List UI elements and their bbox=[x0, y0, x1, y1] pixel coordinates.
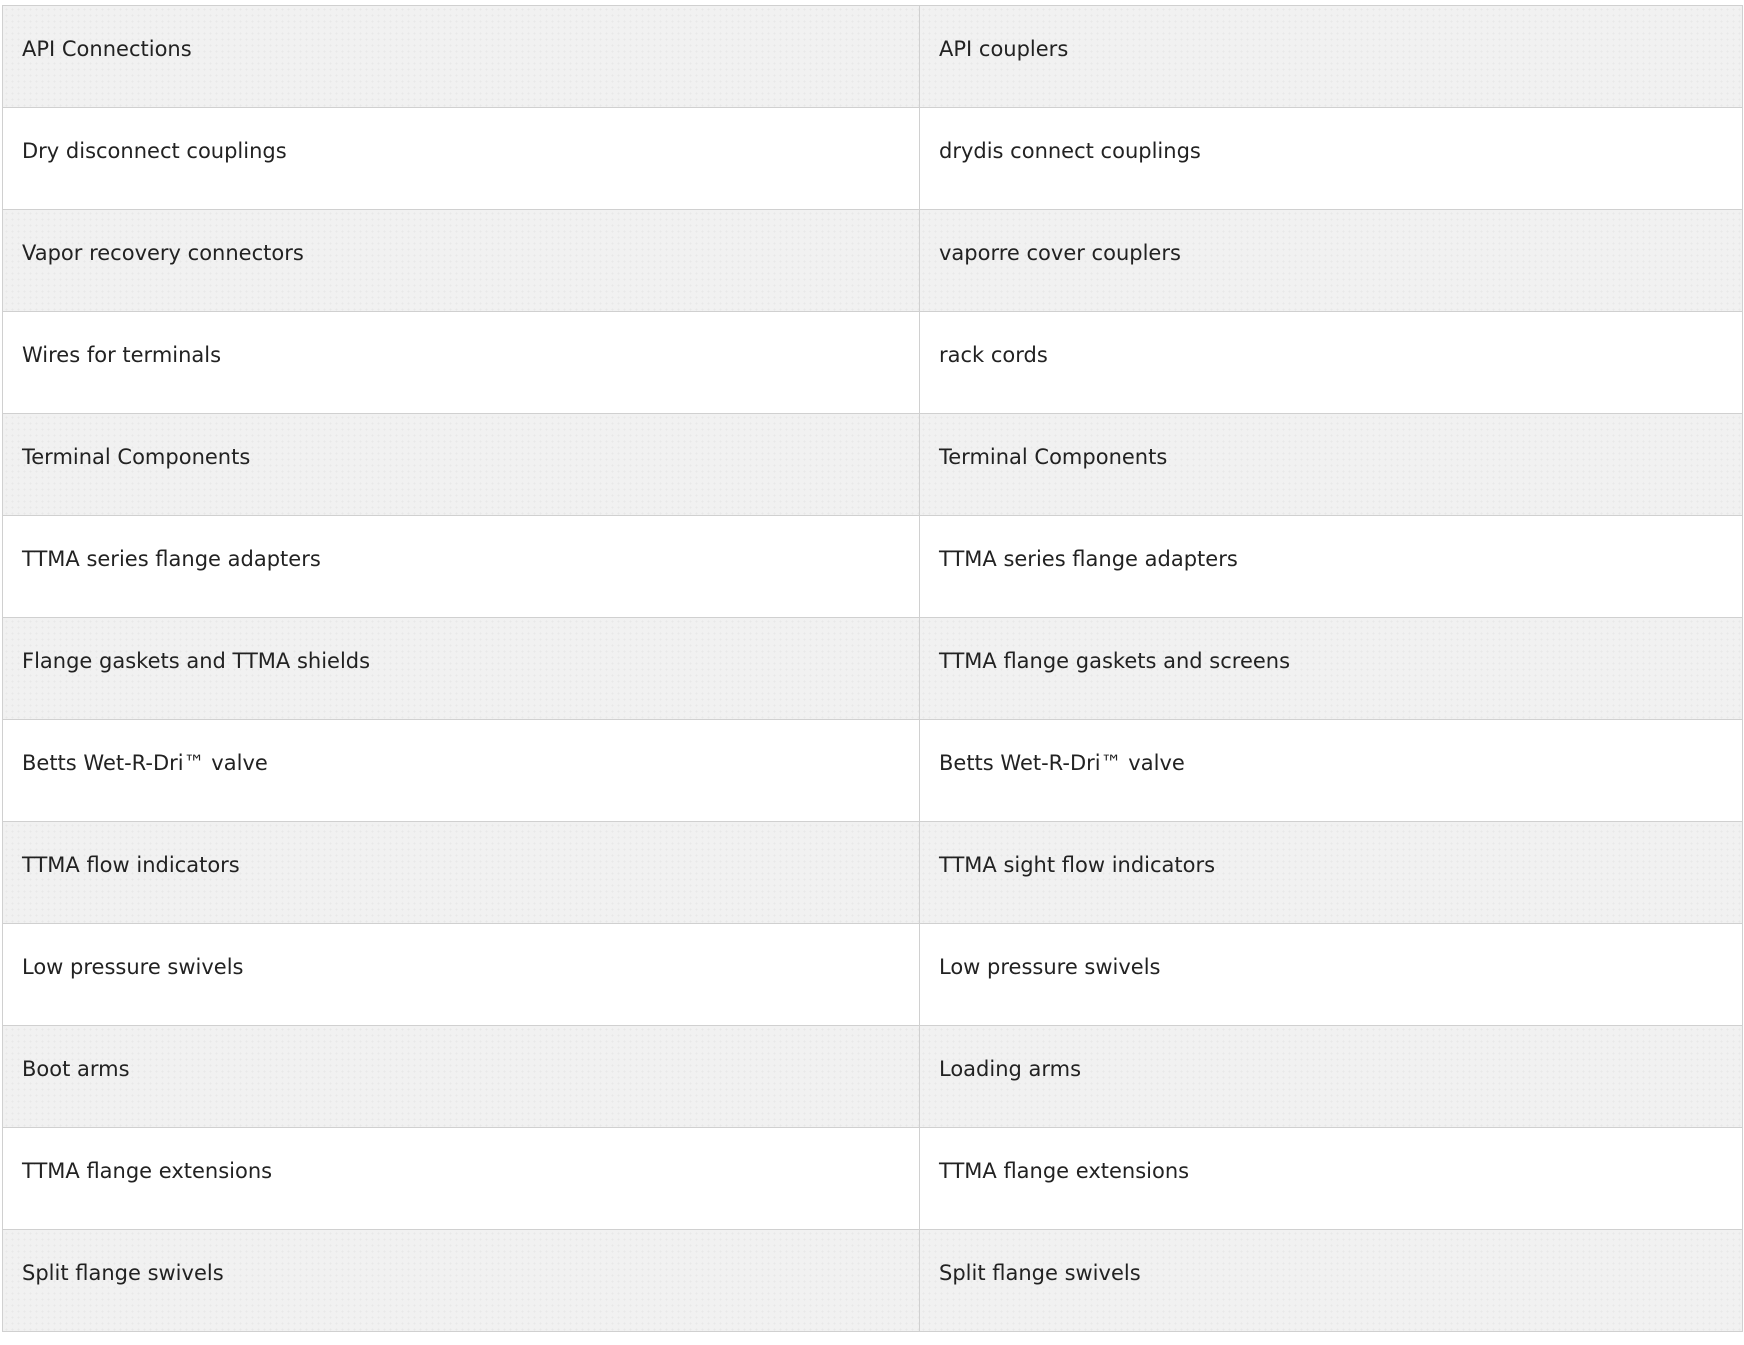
table-cell: Terminal Components bbox=[3, 414, 920, 516]
table-cell: TTMA series flange adapters bbox=[3, 516, 920, 618]
table-row bbox=[3, 1230, 1743, 1332]
table-row bbox=[3, 1026, 1743, 1128]
table-cell: Low pressure swivels bbox=[920, 924, 1743, 1026]
table-row bbox=[3, 6, 1743, 108]
table-cell: Wires for terminals bbox=[3, 312, 920, 414]
table-cell: TTMA flange extensions bbox=[3, 1128, 920, 1230]
table-cell: Split flange swivels bbox=[920, 1230, 1743, 1332]
table-row bbox=[3, 720, 1743, 822]
table-cell: Betts Wet-R-Dri™ valve bbox=[3, 720, 920, 822]
table-cell: Split flange swivels bbox=[3, 1230, 920, 1332]
table-row bbox=[3, 108, 1743, 210]
table-cell: TTMA flow indicators bbox=[3, 822, 920, 924]
table-cell: Flange gaskets and TTMA shields bbox=[3, 618, 920, 720]
table-cell: drydis connect couplings bbox=[920, 108, 1743, 210]
comparison-table bbox=[2, 5, 1743, 1332]
table-row bbox=[3, 210, 1743, 312]
table-row bbox=[3, 312, 1743, 414]
table-cell: rack cords bbox=[920, 312, 1743, 414]
table-cell: Low pressure swivels bbox=[3, 924, 920, 1026]
table-row bbox=[3, 516, 1743, 618]
table-cell: TTMA flange extensions bbox=[920, 1128, 1743, 1230]
table-cell: TTMA sight flow indicators bbox=[920, 822, 1743, 924]
table-cell: TTMA flange gaskets and screens bbox=[920, 618, 1743, 720]
table-cell: Betts Wet-R-Dri™ valve bbox=[920, 720, 1743, 822]
table-row bbox=[3, 1128, 1743, 1230]
table-row bbox=[3, 618, 1743, 720]
table-cell: vaporre cover couplers bbox=[920, 210, 1743, 312]
table-cell: API couplers bbox=[920, 6, 1743, 108]
table-cell: TTMA series flange adapters bbox=[920, 516, 1743, 618]
table-row bbox=[3, 924, 1743, 1026]
table-cell: Boot arms bbox=[3, 1026, 920, 1128]
table-cell: Vapor recovery connectors bbox=[3, 210, 920, 312]
table-cell: Dry disconnect couplings bbox=[3, 108, 920, 210]
table-cell: API Connections bbox=[3, 6, 920, 108]
table-row bbox=[3, 822, 1743, 924]
table-cell: Loading arms bbox=[920, 1026, 1743, 1128]
table-row bbox=[3, 414, 1743, 516]
table-cell: Terminal Components bbox=[920, 414, 1743, 516]
